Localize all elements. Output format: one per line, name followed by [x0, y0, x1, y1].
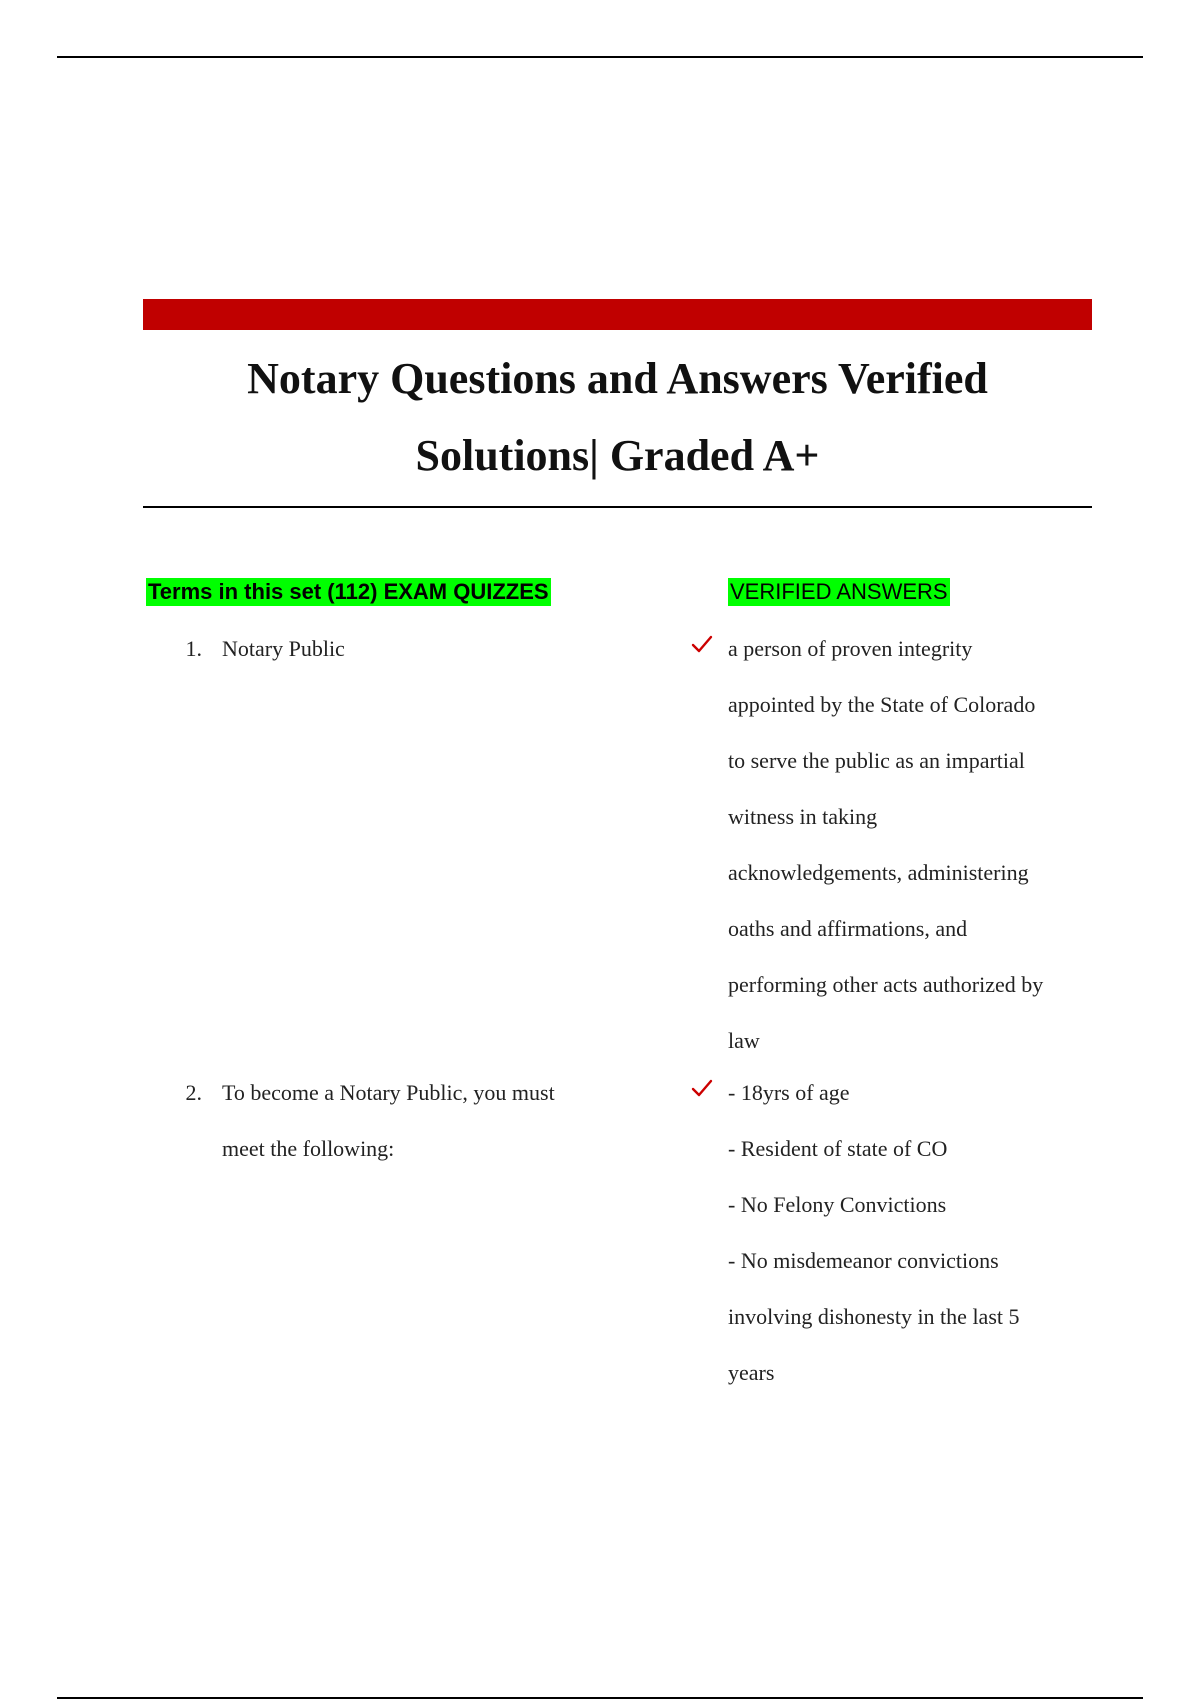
- question-text-line: Notary Public: [222, 636, 345, 661]
- terms-column-header: Terms in this set (112) EXAM QUIZZES: [148, 579, 549, 604]
- answer-line: - Resident of state of CO: [728, 1136, 948, 1161]
- question-number: 2.: [185, 1080, 202, 1105]
- answers-column-header: VERIFIED ANSWERS: [730, 579, 948, 604]
- question-number: 1.: [185, 636, 202, 661]
- question-text: [222, 1065, 602, 1177]
- title-banner: [143, 299, 1092, 330]
- question-text-line: meet the following:: [222, 1136, 395, 1161]
- answer-line: involving dishonesty in the last 5: [728, 1304, 1020, 1329]
- answer-line: a person of proven integrity: [728, 636, 973, 661]
- answer-line: witness in taking: [728, 804, 878, 829]
- answer-line: performing other acts authorized by: [728, 972, 1044, 997]
- answer-line: - No Felony Convictions: [728, 1192, 947, 1217]
- answer-line: - No misdemeanor convictions: [728, 1248, 999, 1273]
- answer-line: - 18yrs of age: [728, 1080, 850, 1105]
- answer-line: appointed by the State of Colorado: [728, 692, 1036, 717]
- title-divider: [143, 506, 1092, 508]
- page-bottom-rule: [57, 1697, 1143, 1699]
- answer-item-1: [728, 621, 1088, 1069]
- answer-line: law: [728, 1028, 760, 1053]
- question-text: [222, 621, 602, 677]
- answer-line: to serve the public as an impartial: [728, 748, 1025, 773]
- answer-line: years: [728, 1360, 775, 1385]
- answer-item-2: [728, 1065, 1088, 1401]
- document-title: [143, 340, 1092, 494]
- document-title-line-1: Notary Questions and Answers Verified: [247, 354, 988, 403]
- question-text-line: To become a Notary Public, you must: [222, 1080, 555, 1105]
- checkmark-icon: [690, 1077, 714, 1101]
- answer-line: acknowledgements, administering: [728, 860, 1029, 885]
- document-title-line-2: Solutions| Graded A+: [415, 431, 820, 480]
- answer-line: oaths and affirmations, and: [728, 916, 968, 941]
- checkmark-icon: [690, 633, 714, 657]
- page-top-rule: [57, 56, 1143, 58]
